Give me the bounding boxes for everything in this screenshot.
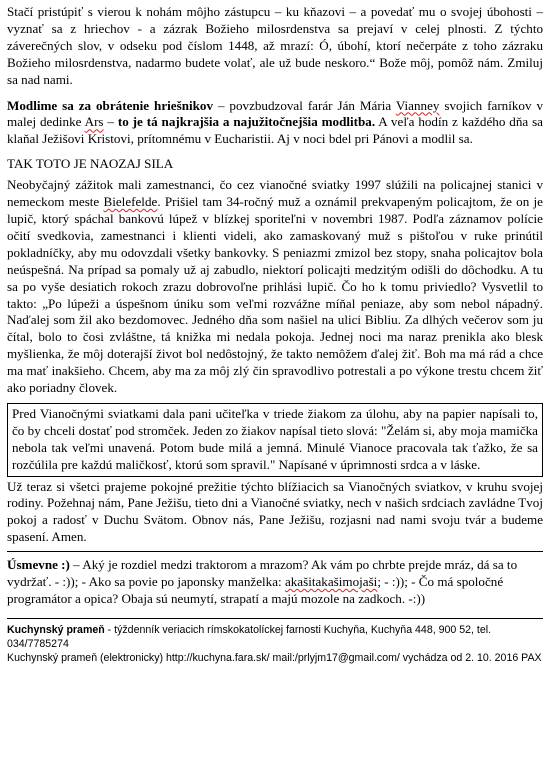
name-ars: Ars [84,114,104,130]
prayer-emphasis: to je tá najkrajšia a najužitočnejšia modlitba. [117,114,376,130]
intro-paragraph: Stačí pristúpiť s vierou k nohám môjho zástupcu – ku kňazovi – a povedať mu o svojej úbohosti – vyznať sa z hriechov - a zázrak Božieho milosrdenstva sa prejaví v celej plnosti. Z týchto záverečných slov, v odseku pod číslom 1448, až mrazí: Ó, úbohí, ktorí nečerpáte z toho zázraku Božieho milosrdenstva, nadarmo budete volať, ale už bude neskoro.“ Bože môj, pomôž nám. Zmiluj sa nad nami. [7,4,543,87]
prayer-tail: A veľa hodín z každého dňa sa klaňal Ježišovi Kristovi, prítomnému v Eucharistii. Aj v noci bdel pri Pánovi a modlil sa. [7,114,543,147]
story-text-1: Neobyčajný zážitok mali zamestnanci, čo cez vianočné sviatky 1997 slúžili na policajnej stanici v nemeckom meste [7,177,543,210]
story-heading: TAK TOTO JE NAOZAJ SILA [7,156,174,172]
jokes-text-1: – Aký je rozdiel medzi traktorom a mrazom? Ak vám po chrbte prejde mráz, dá sa to vydržať. - :)); - Ako sa povie po japonsky manželka: [7,557,518,590]
teacher-story-text: Pred Vianočnými sviatkami dala pani učiteľka v triede žiakom za úlohu, aby na papier napísali to, čo by chceli dostať pod stromček. Jeden zo žiakov napísal tieto slová: "Želám si, aby moja mamička nebola tak veľmi unavená. Potom bude milá a jemná. Minulé Vianoce pracovala tak ťažko, že sa rozčúlila pre každú maličkosť, ktorú som spravil." Napísané v úprimnosti srdca a v láske. [12,405,538,472]
jokes-text-2: ; - :)); - Čo má spoločné programátor a opica? Obaja sú neumytí, strapatí a majú mozole na zadkoch. -:)) [7,574,504,606]
prayer-text-1: – povzbudzoval farár Ján Mária [213,97,396,113]
prayer-lead: Modlime sa za obrátenie hriešnikov [7,97,213,113]
wish-paragraph: Už teraz si všetci prajeme pokojné prežitie týchto blížiacich sa Vianočných sviatkov, v kruhu svojej rodiny. Požehnaj nám, Pane Ježišu, tieto dni a Vianočné sviatky, nech v našich srdciach zavládne Tvoj pokoj a radosť v Duchu Svätom. Obnov nás, Pane Ježišu, rozjasni nad nami svoju tvár a budeme spasení. Amen. [7,478,543,545]
bulletin-page [7,4,543,665]
footer-title: Kuchynský prameň [7,623,105,636]
footer [7,618,543,665]
footer-line-1-rest: - týždenník veriacich rímskokatolíckej farnosti Kuchyňa, Kuchyňa 448, 900 52, tel. 034/7785274 [7,623,492,650]
teacher-story-box [7,403,543,477]
jokes-label: Úsmevne :) [7,557,70,573]
story-text-2: . Prišiel tam 34-ročný muž a oznámil prekvapeným policajtom, že on je lupič, ktorý spáchal bankovú lúpež v blízkej sporiteľni v novembri 1987. Podľa záznamov polície očití svedkovia, zamestnanci i klienti videli, ako zamaskovaný muž s pištoľou v ruke prinútil pokladníčky, aby mu odovzdali všetky bankovky. S peniazmi zmizol bez stopy, snaha policajtov bola neúspešná. Na prípad sa pomaly už aj zabudlo, niektorí policajti medzitým odišli do dôchodku. A tu sa po vyše desiatich rokoch zrazu dobrovoľne prihlási lupič. Čo ho k tomu priviedlo? Vysvetlil to takto: „Po lúpeži a úspešnom úniku som veľmi rozvážne míňal peniaze, aby som nebol nápadný. Naďalej som žil ako bezdomovec. Jedného dňa som našiel na ulici Bibliu. Za dlhých večerov som ju čítal, bolo to čosi zvláštne, tá knižka mi nedala pokoja. Jednej noci ma naraz prenikla ako blesk myšlienka, že môj doterajší život bol nedôstojný, že takto nemôžem ďalej žiť. Boh ma má rád a chce ma mať inakšieho. Chcem, aby ma za môj zlý čin spravodlivo potrestali a po výkone trestu chcem žiť ako poriadny človek. [7,194,543,396]
footer-line-2: Kuchynský prameň (elektronicky) http://kuchyna.fara.sk/ mail:/prlyjm17@gmail.com/ vychádza od 2. 10. 2016 PAX [7,651,542,664]
prayer-text-2: svojich farníkov v malej dedinke [7,97,543,130]
jokes-paragraph [7,557,543,608]
story-paragraph [7,177,543,397]
city-bielefelde: Bielefelde [103,194,158,210]
divider [7,551,543,552]
name-vianney: Vianney [395,97,440,113]
prayer-paragraph [7,98,543,149]
footer-line-1 [7,623,543,651]
japanese-word: akašitakašimojaši [284,574,378,590]
prayer-text-3: – [103,114,118,130]
